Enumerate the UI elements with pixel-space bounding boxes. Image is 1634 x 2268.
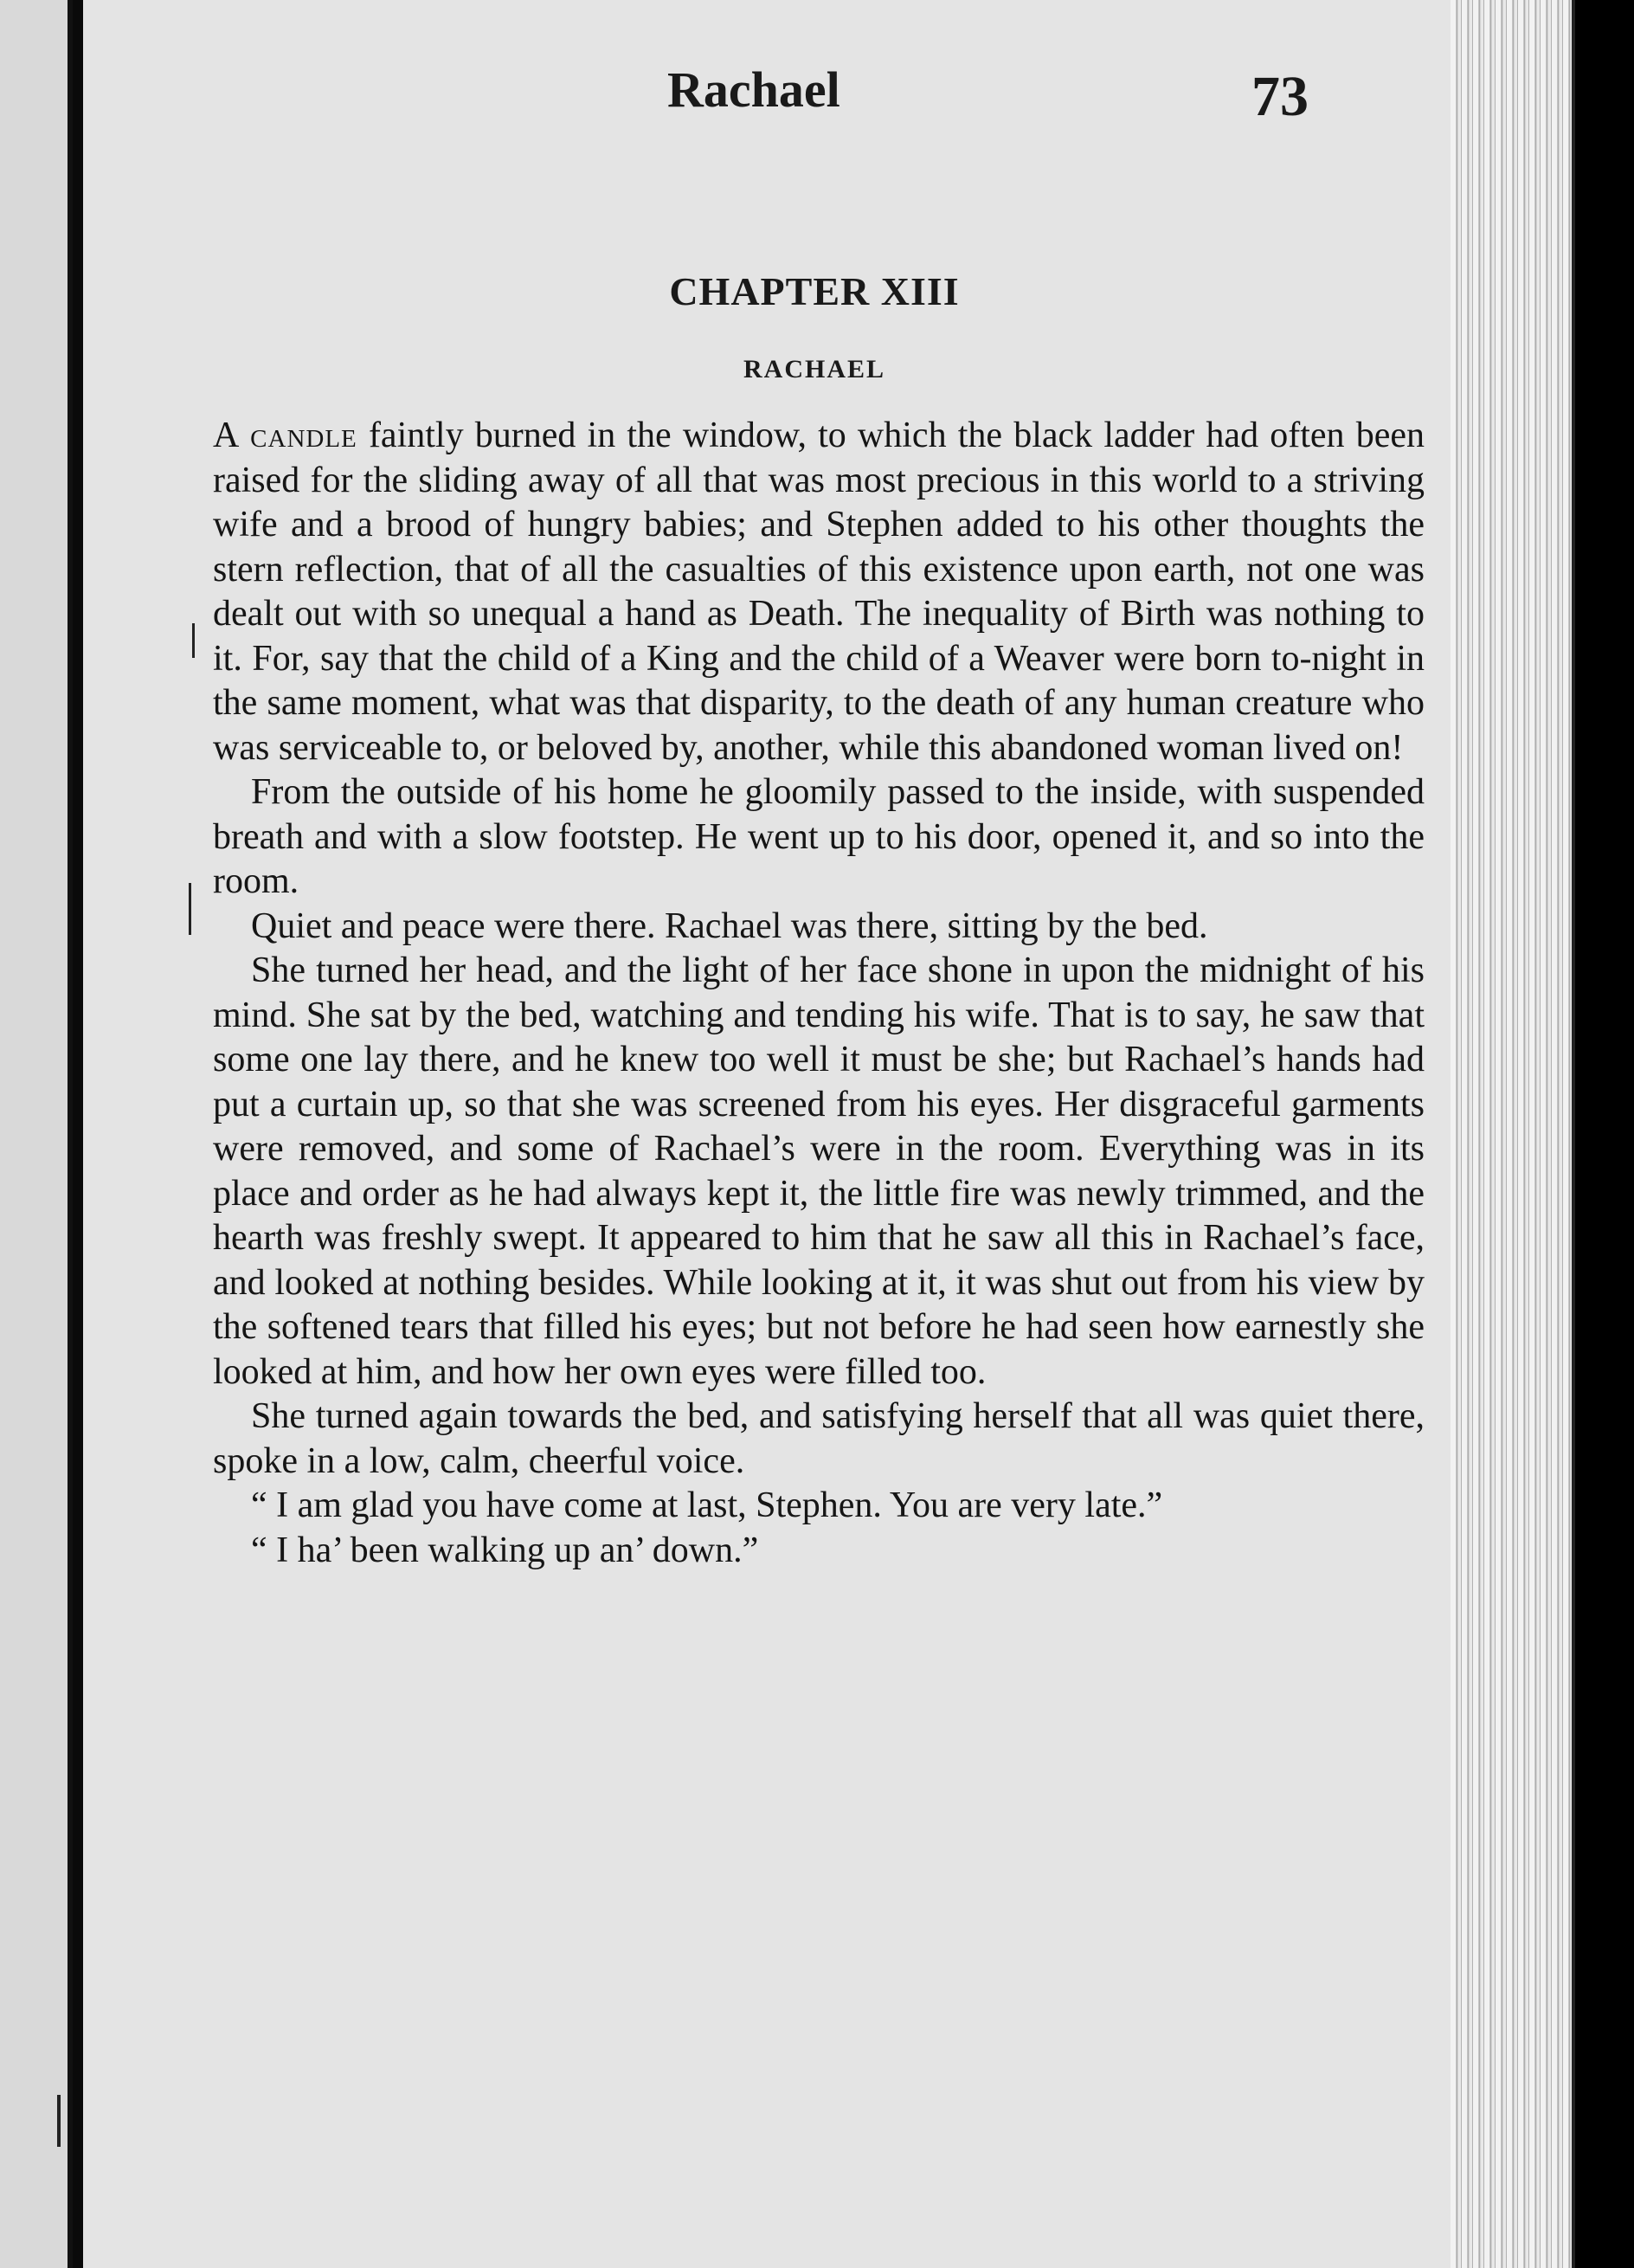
- pencil-margin-mark: [189, 883, 191, 935]
- paragraph-text: faintly burned in the window, to which the black ladder had often been raised for the sliding away of all that was most precious in this world to a striving wife and a brood of hungry babies; and Stephen added to his other thoughts the stern reflection, that of all the casualties of this existence upon earth, not one was dealt out with so unequal a hand as Death. The inequality of Birth was nothing to it. For, say that the child of a King and the child of a Weaver were born to-night in the same moment, what was that disparity, to the death of any human creature who was serviceable to, or beloved by, another, while this abandoned woman lived on!: [213, 416, 1425, 768]
- book-page: [83, 0, 1468, 2268]
- paragraph: She turned again towards the bed, and satisfying herself that all was quiet there, spoke in a low, calm, cheerful voice.: [213, 1396, 1425, 1481]
- paragraph: [213, 414, 1425, 770]
- page-number: 73: [1251, 65, 1309, 128]
- pencil-margin-mark: [192, 623, 195, 658]
- chapter-title: CHAPTER XIII: [669, 269, 960, 313]
- paragraph: “ I ha’ been walking up an’ down.”: [251, 1530, 759, 1570]
- page-header: [83, 61, 1468, 130]
- paragraph: From the outside of his home he gloomily passed to the inside, with suspended breath and with a slow footstep. He went up to his door, opened it, and so into the room.: [213, 772, 1425, 901]
- chapter-subtitle: RACHAEL: [743, 355, 885, 383]
- paragraph: “ I am glad you have come at last, Stephen. You are very late.”: [251, 1485, 1163, 1525]
- paragraph: She turned her head, and the light of her face shone in upon the midnight of his mind. She sat by the bed, watching and tending his wife. That is to say, he saw that some one lay there, and he knew too well it must be she; but Rachael’s hands had put a curtain up, so that she was screened from his eyes. Her disgraceful garments were removed, and some of Rachael’s were in the room. Everything was in its place and order as he had always kept it, the little fire was newly trimmed, and the hearth was freshly swept. It appeared to him that he saw all this in Rachael’s face, and looked at nothing besides. While looking at it, it was shut out from his view by the softened tears that filled his eyes; but not before he had seen how earnestly she looked at him, and how her own eyes were filled too.: [213, 950, 1425, 1392]
- running-head: Rachael: [667, 61, 840, 118]
- book-page-edges: [1451, 0, 1575, 2268]
- pencil-margin-mark: [57, 2095, 61, 2147]
- drop-lead: A candle: [213, 416, 357, 455]
- chapter-body: [213, 414, 1425, 1573]
- paragraph: Quiet and peace were there. Rachael was there, sitting by the bed.: [251, 905, 1208, 946]
- previous-page-edge: [0, 0, 73, 2268]
